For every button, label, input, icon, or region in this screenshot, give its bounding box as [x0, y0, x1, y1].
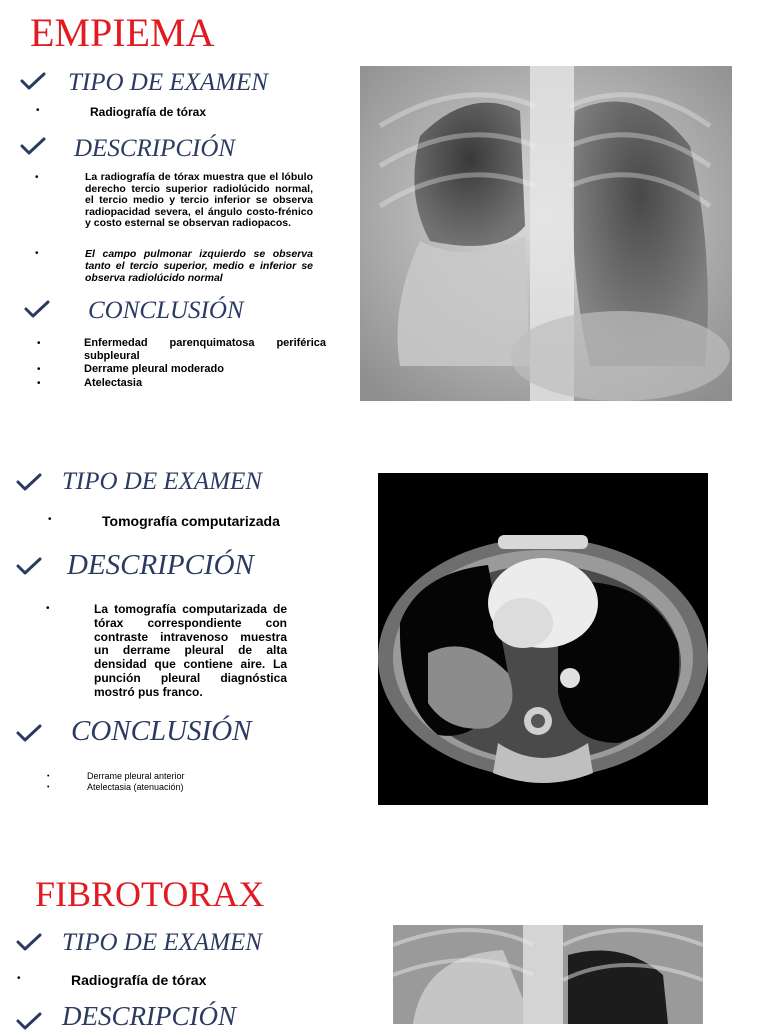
tipo-examen-value: Radiografía de tórax: [90, 105, 207, 119]
bullet: •: [48, 514, 52, 525]
conclusion-heading: CONCLUSIÓN: [88, 297, 244, 324]
checkmark-icon: [16, 724, 42, 742]
conclusion-item: Derrame pleural anterior: [87, 771, 185, 781]
tipo-examen-heading: TIPO DE EXAMEN: [68, 69, 268, 96]
conclusion-item: Enfermedad parenquimatosa periférica subpleural: [84, 337, 326, 362]
descripcion-heading: DESCRIPCIÓN: [67, 549, 254, 581]
conclusion-item: Atelectasia: [84, 377, 143, 389]
bullet: •: [37, 364, 41, 375]
section-title-empiema: EMPIEMA: [30, 10, 215, 55]
bullet: •: [37, 338, 41, 349]
tipo-examen-value: Radiografía de tórax: [71, 972, 207, 988]
bullet: •: [17, 973, 21, 984]
conclusion-heading: CONCLUSIÓN: [71, 715, 252, 747]
descripcion-heading: DESCRIPCIÓN: [62, 1001, 236, 1031]
chest-xray-image: [393, 925, 703, 1024]
bullet: •: [47, 784, 50, 791]
bullet: •: [35, 172, 39, 183]
tipo-examen-heading: TIPO DE EXAMEN: [62, 929, 262, 956]
tipo-examen-heading: TIPO DE EXAMEN: [62, 468, 262, 495]
bullet: •: [36, 105, 40, 116]
descripcion-heading: DESCRIPCIÓN: [74, 135, 236, 162]
descripcion-text: La tomografía computarizada de tórax correspondiente con contraste intravenoso muestra un derrame pleural de alta densidad que contiene aire. La punción pleural diagnóstica mostró pus franco.: [94, 602, 287, 699]
bullet: •: [46, 603, 50, 614]
bullet: •: [35, 248, 39, 259]
checkmark-icon: [20, 72, 46, 90]
checkmark-icon: [16, 933, 42, 951]
descripcion-item: La radiografía de tórax muestra que el lóbulo derecho tercio superior radiolúcido normal, el tercio medio y tercio inferior se observa radiopacidad severa, el ángulo costo-frénico y costo esternal se observan radiopacos.: [85, 171, 313, 230]
checkmark-icon: [16, 1012, 42, 1030]
chest-xray-image: [360, 66, 732, 401]
bullet: •: [47, 773, 50, 780]
checkmark-icon: [24, 300, 50, 318]
checkmark-icon: [16, 557, 42, 575]
ct-scan-image: [378, 473, 708, 805]
descripcion-item: El campo pulmonar izquierdo se observa tanto el tercio superior, medio e inferior se observa radiolúcido normal: [85, 248, 313, 284]
section-title-fibrotorax: FIBROTORAX: [35, 874, 265, 914]
bullet: •: [37, 378, 41, 389]
tipo-examen-value: Tomografía computarizada: [102, 513, 280, 529]
conclusion-item: Atelectasia (atenuación): [87, 782, 184, 792]
checkmark-icon: [16, 473, 42, 491]
conclusion-item: Derrame pleural moderado: [84, 363, 224, 375]
checkmark-icon: [20, 137, 46, 155]
